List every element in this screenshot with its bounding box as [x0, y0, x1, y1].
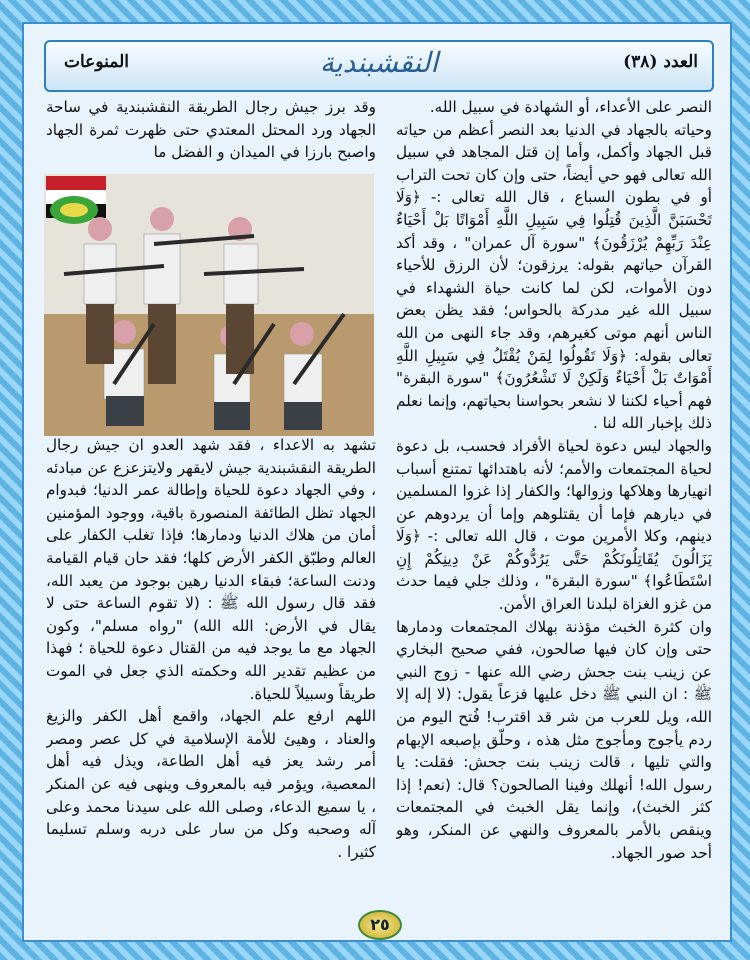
paragraph: النصر على الأعداء، أو الشهادة في سبيل الله.	[429, 98, 712, 116]
paragraph: تشهد به الاعداء ، فقد شهد العدو ان جيش رجال الطريقة النقشبندية جيش لايقهر ولايتزعزع عن مبادئه ، وفي الجهاد دعوة للحياة وإطالة عمر الدنيا؛ فبدوام الجهاد تظل الطائفة المنصورة باقية، ووجود المؤمنين أمان من هلاك الدنيا ودمارها؛ فإذا تغلب الكفار على العالم وطبّق الكفر الأرض كلها؛ فقد حان قيام القيامة ودنت الساعة؛ فبقاء الدنيا رهين بوجود من يعبد الله، فقد قال رسول الله ﷺ : (لا تقوم الساعة حتى لا يقال في الأرض: الله الله) "رواه مسلم"، وكون الجهاد مع ما يوجد فيه من القتال دعوة للحياة ؛ فهذا من عظيم تقدير الله وحكمته الذي جعل في الموت طريقاً وسبيلاً للحياة.	[46, 436, 376, 703]
paragraph: والجهاد ليس دعوة لحياة الأفراد فحسب، بل دعوة لحياة المجتمعات والأمم؛ لأنه باهتدائها تمتنع أسباب انهيارها وهلاكها وزوالها؛ والكفار إذا غزوا المسلمين في ديارهم فإما أن يقتلوهم وإما أن يردوهم عن دينهم، وكلا الأمرين موت ، قال الله تعالى :- ﴿وَلَا يَزَالُونَ يُقَاتِلُونَكُمْ حَتَّى يَرُدُّوكُمْ عَنْ دِينِكُمْ إِنِ اسْتَطَاعُوا﴾ "سورة البقرة" ، وذلك جلي فيما حدث من غزو الغزاة لبلدنا العراق الأمن.	[396, 436, 712, 614]
paragraph: وحياته بالجهاد في الدنيا بعد النصر أعظم من حياته قبل الجهاد وأكمل، وأما إن قتل المجاهد في سبيل الله تعالى فهو حي أيضاً، حتى وإن كان تحت التراب أو في بطون السباع ، قال الله تعالى :- ﴿وَلَا تَحْسَبَنَّ الَّذِينَ قُتِلُوا فِي سَبِيلِ اللَّهِ أَمْوَاتًا بَلْ أَحْيَاءٌ عِنْدَ رَبِّهِمْ يُرْزَقُونَ﴾ "سورة آل عمران" ، وقد أكد القرآن حياتهم بقوله: يرزقون؛ لأن الرزق للأحياء دون الأموات، لكن لما كانت حياة الشهداء في سبيل الله غير مدركة بالحواس؛ فقد يظن بعض الناس أنهم موتى كغيرهم، وقد جاء النهى من الله تعالى بقوله: ﴿وَلَا تَقُولُوا لِمَنْ يُقْتَلُ فِي سَبِيلِ اللَّهِ أَمْوَاتٌ بَلْ أَحْيَاءٌ وَلَكِنْ لَا تَشْعُرُونَ﴾ "سورة البقرة" فهم أحياء لكننا لا نشعر بحواسنا بحياتهم، وإنما نعلم ذلك بإخبار الله لنا .	[396, 120, 712, 433]
paragraph: اللهم ارفع علم الجهاد، واقمع أهل الكفر والزيغ والعناد ، وهيئ للأمة الإسلامية في كل عصر ومصر أمر رشد يعز فيه أهل الطاعة، ويذل فيه أهل المعصية، ويؤمر فيه بالمعروف وينهى فيه عن المنكر ، يا سميع الدعاء، وصلى الله على سيدنا محمد وعلى آله وصحبه وكل من سار على دربه وسلم تسليما كثيرا .	[46, 707, 376, 861]
page-number: ٢٥	[358, 910, 402, 940]
left-column-bottom	[46, 434, 376, 934]
left-column-top	[46, 96, 376, 176]
right-column	[396, 96, 712, 908]
page-header	[44, 40, 714, 92]
photo-illustration	[44, 174, 374, 436]
magazine-title: النقشبندية	[319, 46, 439, 79]
fighters-photo	[44, 174, 374, 436]
paragraph: وقد برز جيش رجال الطريقة النقشبندية في ساحة الجهاد ورد المحتل المعتدي حتى ظهرت ثمرة الجهاد واصبح بارزا في الميدان و الفضل ما	[46, 98, 376, 162]
page	[22, 22, 732, 942]
flag-icon	[46, 176, 106, 224]
issue-number: العدد (٣٨)	[623, 52, 698, 72]
paragraph: وان كثرة الخبث مؤذنة بهلاك المجتمعات ودمارها حتى وإن كان فيها صالحون، ففي صحيح البخاري عن زينب بنت جحش رضي الله عنها - زوج النبي ﷺ : ان النبي ﷺ دخل عليها فزعاً يقول: (لا إله إلا الله، ويل للعرب من شر قد اقترب! فُتح اليوم من ردم يأجوج ومأجوج مثل هذه ، وحلّق بإصبعه الإبهام والتي تليها ، قالت زينب بنت جحش: فقلت: يا رسول الله! أنهلك وفينا الصالحون؟ قال: (نعم! إذا كثر الخبث)، وإنما يقل الخبث في المجتمعات وينقص بالأمر بالمعروف والنهي عن المنكر، وهو أحد صور الجهاد.	[396, 617, 712, 862]
section-name: المنوعات	[64, 52, 129, 72]
